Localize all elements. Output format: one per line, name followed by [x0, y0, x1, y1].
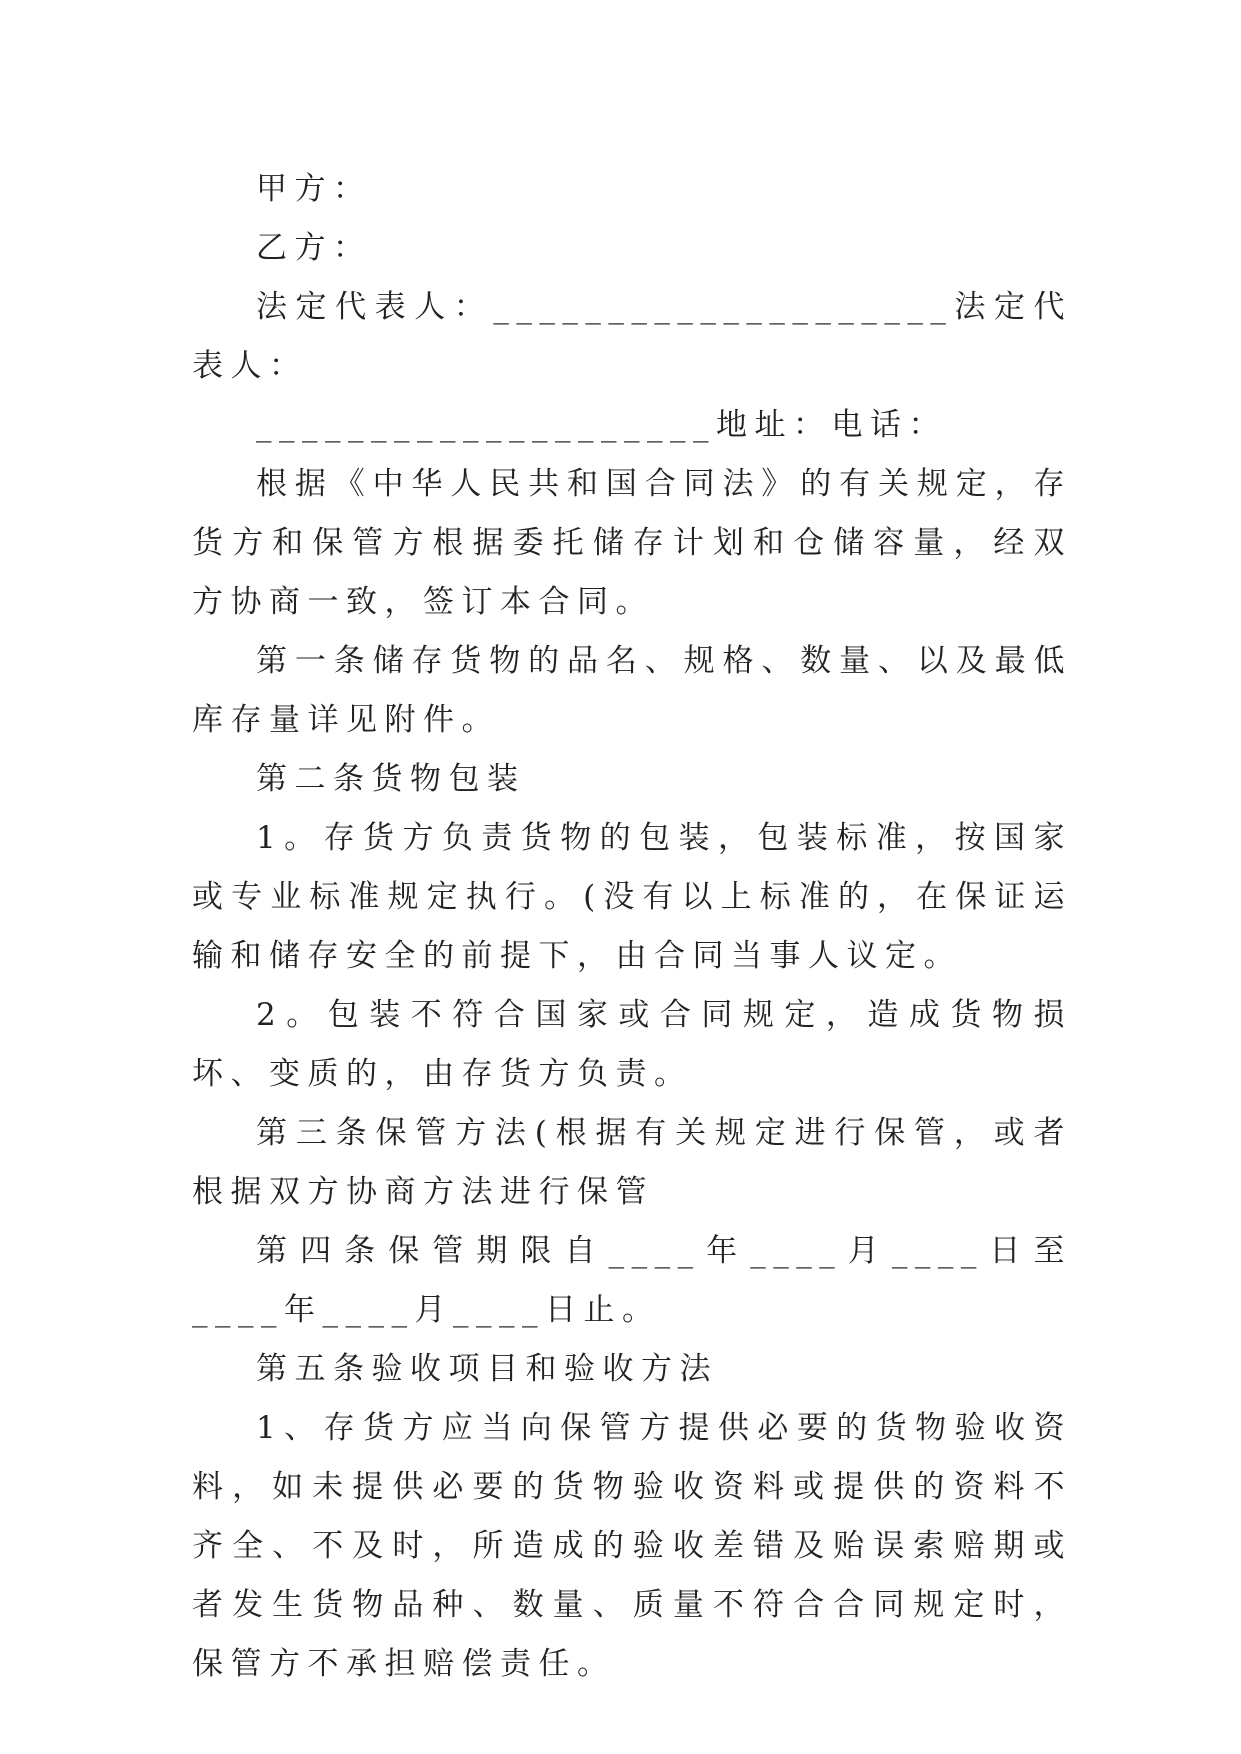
party-b-line: 乙方： [256, 230, 372, 266]
party-a-line: 甲方： [256, 171, 372, 207]
article-5-heading: 第五条验收项目和验收方法 [256, 1351, 718, 1387]
article-3-paragraph: 第三条保管方法(根据有关规定进行保管，或者根据双方协商方法进行保管 [192, 1115, 1072, 1210]
address-phone-line: ____________________地址：电话： [256, 407, 947, 443]
article-2-item-2: 2。包装不符合国家或合同规定，造成货物损坏、变质的，由存货方负责。 [192, 997, 1072, 1092]
legal-representative-line: 法定代表人：____________________法定代表人： [192, 289, 1072, 384]
article-1-paragraph: 第一条储存货物的品名、规格、数量、以及最低库存量详见附件。 [192, 643, 1072, 738]
article-2-item-1: 1。存货方负责货物的包装，包装标准，按国家或专业标准规定执行。(没有以上标准的，在保证运输和储存安全的前提下，由合同当事人议定。 [192, 820, 1072, 974]
contract-body [192, 160, 1072, 1694]
preamble-paragraph: 根据《中华人民共和国合同法》的有关规定，存货方和保管方根据委托储存计划和仓储容量，经双方协商一致，签订本合同。 [192, 466, 1072, 620]
article-4-paragraph: 第四条保管期限自____年____月____日至____年____月____日止。 [192, 1233, 1072, 1328]
article-5-item-1: 1、存货方应当向保管方提供必要的货物验收资料，如未提供必要的货物验收资料或提供的资料不齐全、不及时，所造成的验收差错及贻误索赔期或者发生货物品种、数量、质量不符合合同规定时，保管方不承担赔偿责任。 [192, 1410, 1072, 1682]
article-2-heading: 第二条货物包装 [256, 761, 526, 797]
